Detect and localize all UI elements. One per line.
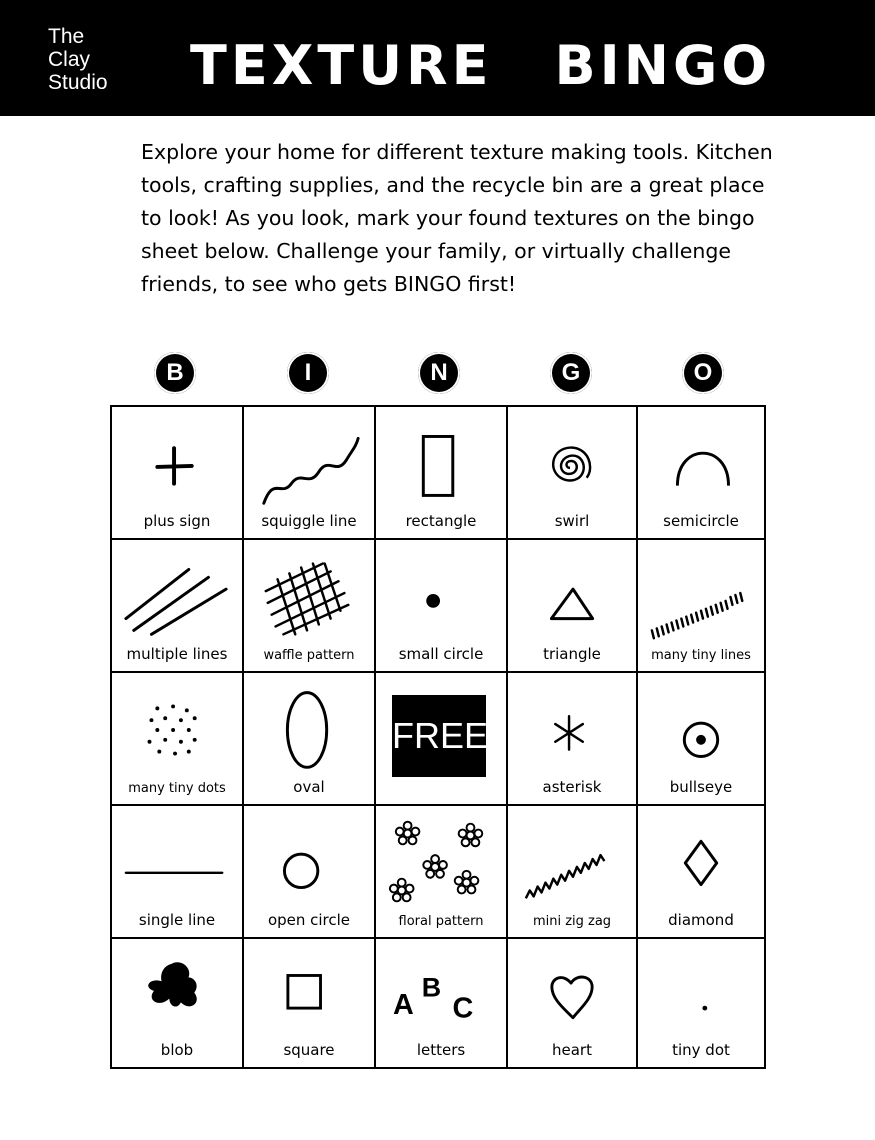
studio-name-line: Studio: [48, 71, 108, 94]
bingo-cell-tiny-dot[interactable]: [638, 939, 766, 1069]
cell-label: many tiny dots: [128, 781, 226, 796]
bingo-cell-open-circle[interactable]: [244, 806, 376, 939]
cell-label: blob: [160, 1041, 194, 1059]
single-line-icon: [112, 806, 242, 908]
tiny-dot-icon: [638, 939, 764, 1039]
bingo-cell-free[interactable]: [376, 673, 508, 806]
bingo-cell-diamond[interactable]: [638, 806, 766, 939]
bingo-cell-bullseye[interactable]: [638, 673, 766, 806]
bingo-cell-semicircle[interactable]: [638, 407, 766, 540]
bullseye-icon: [638, 673, 764, 775]
blob-icon: [112, 939, 242, 1039]
header-banner: [0, 0, 875, 116]
cell-label: small circle: [398, 645, 484, 663]
letter-c: C: [452, 992, 474, 1025]
bingo-cell-rectangle[interactable]: [376, 407, 508, 540]
bingo-cell-floral-pattern[interactable]: [376, 806, 508, 939]
mini-zig-zag-icon: [508, 806, 636, 908]
cell-label: rectangle: [405, 512, 477, 530]
letter-b: B: [421, 972, 442, 1003]
cell-label: triangle: [543, 645, 601, 663]
bingo-cell-multiple-lines[interactable]: [112, 540, 244, 673]
square-icon: [244, 939, 374, 1039]
column-letter-o: O: [682, 352, 724, 394]
bingo-cell-many-tiny-dots[interactable]: [112, 673, 244, 806]
plus-sign-icon: [112, 407, 242, 509]
cell-label: many tiny lines: [651, 648, 751, 663]
asterisk-icon: [508, 673, 636, 775]
many-tiny-dots-icon: [112, 673, 242, 775]
free-space-label: FREE: [392, 695, 486, 777]
waffle-pattern-icon: [244, 540, 374, 642]
cell-label: open circle: [267, 911, 351, 929]
cell-label: waffle pattern: [263, 648, 355, 663]
cell-label: heart: [552, 1041, 592, 1059]
cell-label: multiple lines: [126, 645, 228, 663]
bingo-card: [110, 405, 766, 1069]
cell-label: swirl: [554, 512, 590, 530]
cell-label: squiggle line: [261, 512, 357, 530]
bingo-cell-blob[interactable]: [112, 939, 244, 1069]
cell-label: oval: [293, 778, 325, 796]
cell-label: diamond: [668, 911, 734, 929]
bingo-cell-square[interactable]: [244, 939, 376, 1069]
bingo-cell-single-line[interactable]: [112, 806, 244, 939]
bingo-cell-heart[interactable]: [508, 939, 638, 1069]
studio-name-line: Clay: [48, 48, 91, 71]
open-circle-icon: [244, 806, 374, 908]
column-letter-g: G: [550, 352, 592, 394]
intro-paragraph: Explore your home for different texture making tools. Kitchen tools, crafting supplies, and the recycle bin are a great place to look! As you look, mark your found textures on the bingo sheet below. Challenge your family, or virtually challenge friends, to see who gets BINGO first!: [141, 140, 773, 296]
title-word: TEXTURE: [190, 34, 493, 97]
cell-label: single line: [138, 911, 216, 929]
bingo-column-letters: [110, 352, 768, 396]
bingo-cell-plus-sign[interactable]: [112, 407, 244, 540]
title-word: BINGO: [554, 34, 772, 97]
bingo-cell-letters[interactable]: [376, 939, 508, 1069]
column-letter-n: N: [418, 352, 460, 394]
bingo-cell-triangle[interactable]: [508, 540, 638, 673]
floral-pattern-icon: [376, 806, 506, 908]
letters-icon: [376, 939, 506, 1039]
multiple-lines-icon: [112, 540, 242, 642]
cell-label: letters: [416, 1041, 466, 1059]
bingo-cell-many-tiny-lines[interactable]: [638, 540, 766, 673]
semicircle-icon: [638, 407, 764, 509]
diamond-icon: [638, 806, 764, 908]
column-letter-b: B: [154, 352, 196, 394]
cell-label: square: [283, 1041, 335, 1059]
bingo-cell-waffle-pattern[interactable]: [244, 540, 376, 673]
bingo-cell-swirl[interactable]: [508, 407, 638, 540]
bingo-cell-mini-zig-zag[interactable]: [508, 806, 638, 939]
small-circle-icon: [376, 540, 506, 642]
studio-name-line: The: [48, 25, 85, 48]
squiggle-line-icon: [244, 407, 374, 509]
cell-label: floral pattern: [398, 914, 484, 929]
column-letter-i: I: [287, 352, 329, 394]
bingo-cell-squiggle-line[interactable]: [244, 407, 376, 540]
cell-label: bullseye: [669, 778, 733, 796]
studio-logo: [48, 25, 138, 94]
cell-label: tiny dot: [672, 1041, 730, 1059]
cell-label: semicircle: [663, 512, 739, 530]
cell-label: mini zig zag: [532, 914, 612, 929]
cell-label: asterisk: [542, 778, 602, 796]
page-title: [190, 34, 830, 104]
cell-label: plus sign: [143, 512, 211, 530]
oval-icon: [244, 673, 374, 775]
letter-a: A: [393, 988, 414, 1021]
bingo-cell-asterisk[interactable]: [508, 673, 638, 806]
many-tiny-lines-icon: [638, 540, 764, 642]
heart-icon: [508, 939, 636, 1039]
bingo-cell-oval[interactable]: [244, 673, 376, 806]
triangle-icon: [508, 540, 636, 642]
swirl-icon: [508, 407, 636, 509]
rectangle-icon: [376, 407, 506, 509]
bingo-cell-small-circle[interactable]: [376, 540, 508, 673]
